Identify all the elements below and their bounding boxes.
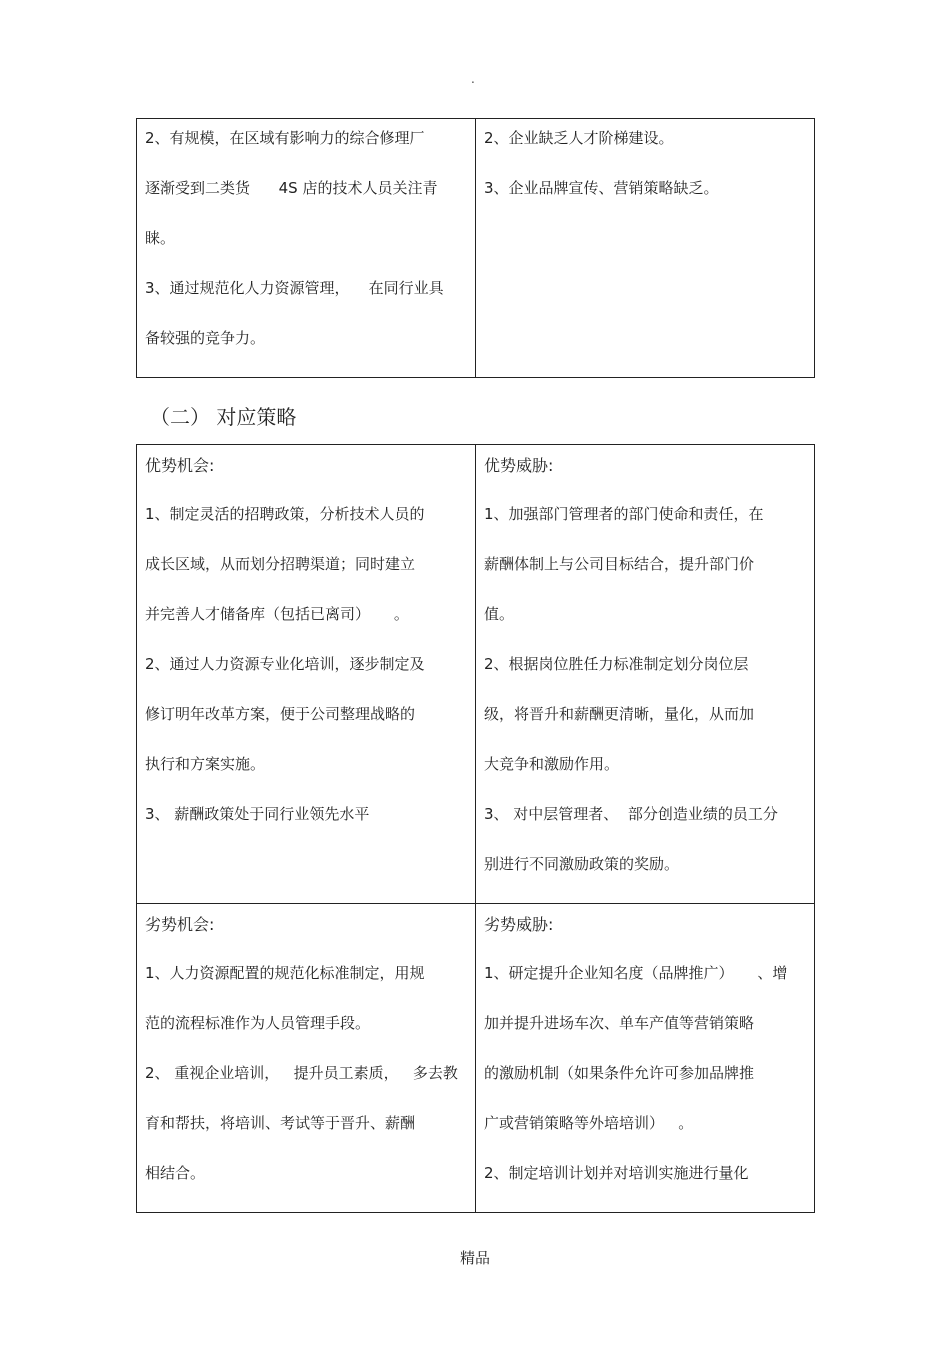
cell-line: 执行和方案实施。 [145, 755, 266, 773]
table-row [137, 445, 815, 904]
cell-line: 2、根据岗位胜任力标准制定划分岗位层 [484, 655, 749, 673]
cell-line: 3、 薪酬政策处于同行业领先水平 [145, 805, 370, 823]
cell-line: 1、加强部门管理者的部门使命和责任，在 [484, 505, 764, 523]
cell-line: 3、通过规范化人力资源管理， 在同行业具 [145, 279, 444, 297]
cell-line: 2、制定培训计划并对培训实施进行量化 [484, 1164, 749, 1182]
cell-line: 睐。 [145, 229, 176, 247]
cell-line: 2、有规模，在区域有影响力的综合修理厂 [145, 129, 425, 147]
cell-line: 2、企业缺乏人才阶梯建设。 [484, 129, 674, 147]
cell-line: 1、人力资源配置的规范化标准制定，用规 [145, 964, 425, 982]
table-row [137, 904, 815, 1213]
cell-line: 大竞争和激励作用。 [484, 755, 620, 773]
cell-line: 值。 [484, 605, 515, 623]
strengths-cell [137, 119, 476, 378]
cell-line: 级，将晋升和薪酬更清晰，量化，从而加 [484, 705, 755, 723]
cell-line: 加并提升进场车次、单车产值等营销策略 [484, 1014, 755, 1032]
cell-line: 别进行不同激励政策的奖励。 [484, 855, 680, 873]
cell-heading: 优势机会: [145, 456, 215, 475]
cell-line: 广或营销策略等外培培训） 。 [484, 1114, 694, 1132]
cell-line: 3、 对中层管理者、 部分创造业绩的员工分 [484, 805, 778, 823]
cell-line: 并完善人才储备库（包括已离司） 。 [145, 605, 409, 623]
cell-line: 育和帮扶，将培训、考试等于晋升、薪酬 [145, 1114, 416, 1132]
cell-line: 备较强的竞争力。 [145, 329, 266, 347]
table-row [137, 119, 815, 378]
cell-line: 逐渐受到二类货 4S 店的技术人员关注青 [145, 179, 438, 197]
cell-heading: 优势威胁: [484, 456, 554, 475]
cell-heading: 劣势威胁: [484, 915, 554, 934]
cell-line: 1、研定提升企业知名度（品牌推广） 、增 [484, 964, 788, 982]
weaknesses-cell [476, 119, 815, 378]
cell-line: 范的流程标准作为人员管理手段。 [145, 1014, 371, 1032]
cell-heading: 劣势机会: [145, 915, 215, 934]
footer-text: 精品 [459, 1249, 490, 1267]
cell-line: 薪酬体制上与公司目标结合，提升部门价 [484, 555, 755, 573]
cell-line: 2、 重视企业培训， 提升员工素质， 多去教 [145, 1064, 458, 1082]
strategy-table [136, 444, 815, 1213]
cell-line: 3、企业品牌宣传、营销策略缺乏。 [484, 179, 719, 197]
section-title: （二） 对应策略 [150, 405, 297, 429]
cell-line: 1、制定灵活的招聘政策，分析技术人员的 [145, 505, 425, 523]
cell-line: 相结合。 [145, 1164, 206, 1182]
header-dot: . [471, 72, 475, 86]
st-cell [476, 445, 815, 904]
cell-line: 修订明年改革方案，便于公司整理战略的 [145, 705, 416, 723]
cell-line: 2、通过人力资源专业化培训，逐步制定及 [145, 655, 425, 673]
cell-line: 的激励机制（如果条件允许可参加品牌推 [484, 1064, 755, 1082]
wt-cell [476, 904, 815, 1213]
analysis-table-continued [136, 118, 815, 378]
cell-line: 成长区域，从而划分招聘渠道；同时建立 [145, 555, 416, 573]
wo-cell [137, 904, 476, 1213]
so-cell [137, 445, 476, 904]
